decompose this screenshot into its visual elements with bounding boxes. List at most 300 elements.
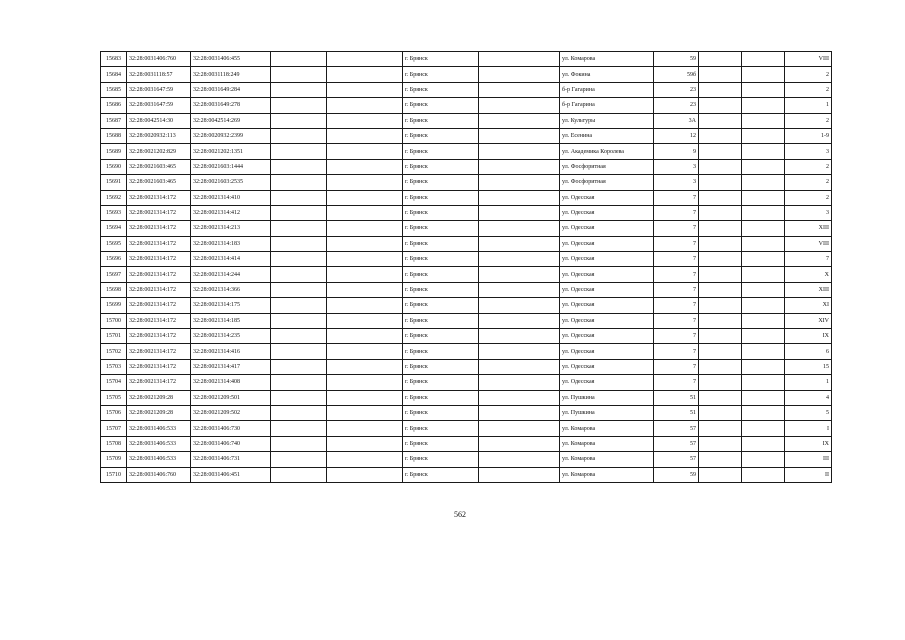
page-number: 562 [454, 510, 466, 519]
empty-cell [479, 298, 560, 313]
city-cell: г. Брянск [403, 452, 479, 467]
empty-cell [271, 375, 327, 390]
empty-cell [742, 390, 785, 405]
premises-cadastral-number-cell: 32:28:0021314:417 [191, 359, 271, 374]
apartment-number-cell: 3 [785, 144, 832, 159]
parcel-cadastral-number-cell: 32:28:0021603:465 [127, 175, 191, 190]
city-cell: г. Брянск [403, 98, 479, 113]
empty-cell [479, 128, 560, 143]
record-number-cell: 15683 [101, 52, 127, 67]
empty-cell [271, 329, 327, 344]
apartment-number-cell: IX [785, 329, 832, 344]
city-cell: г. Брянск [403, 67, 479, 82]
empty-cell [742, 436, 785, 451]
house-number-cell: 7 [654, 252, 699, 267]
parcel-cadastral-number-cell: 32:28:0021314:172 [127, 205, 191, 220]
record-number-cell: 15685 [101, 82, 127, 97]
city-cell: г. Брянск [403, 267, 479, 282]
empty-cell [699, 282, 742, 297]
apartment-number-cell: 15 [785, 359, 832, 374]
record-number-cell: 15697 [101, 267, 127, 282]
apartment-number-cell: XIV [785, 313, 832, 328]
empty-cell [479, 252, 560, 267]
table-row [101, 467, 832, 482]
record-number-cell: 15704 [101, 375, 127, 390]
street-cell: ул. Одесская [560, 267, 654, 282]
empty-cell [271, 205, 327, 220]
empty-cell [271, 390, 327, 405]
premises-cadastral-number-cell: 32:28:0031649:278 [191, 98, 271, 113]
empty-cell [742, 205, 785, 220]
empty-cell [479, 113, 560, 128]
street-cell: б-р Гагарина [560, 98, 654, 113]
street-cell: ул. Одесская [560, 221, 654, 236]
city-cell: г. Брянск [403, 421, 479, 436]
parcel-cadastral-number-cell: 32:28:0021314:172 [127, 344, 191, 359]
empty-cell [271, 313, 327, 328]
city-cell: г. Брянск [403, 329, 479, 344]
empty-cell [699, 344, 742, 359]
record-number-cell: 15695 [101, 236, 127, 251]
apartment-number-cell: 1-9 [785, 128, 832, 143]
house-number-cell: 7 [654, 267, 699, 282]
empty-cell [699, 144, 742, 159]
parcel-cadastral-number-cell: 32:28:0021314:172 [127, 190, 191, 205]
table-row [101, 190, 832, 205]
parcel-cadastral-number-cell: 32:28:0021314:172 [127, 252, 191, 267]
empty-cell [327, 113, 403, 128]
house-number-cell: 7 [654, 298, 699, 313]
table-row [101, 313, 832, 328]
premises-cadastral-number-cell: 32:28:0021209:501 [191, 390, 271, 405]
empty-cell [742, 190, 785, 205]
empty-cell [271, 298, 327, 313]
parcel-cadastral-number-cell: 32:28:0021209:28 [127, 390, 191, 405]
empty-cell [271, 452, 327, 467]
house-number-cell: 12 [654, 128, 699, 143]
premises-cadastral-number-cell: 32:28:0021209:502 [191, 405, 271, 420]
apartment-number-cell: 1 [785, 98, 832, 113]
apartment-number-cell: 4 [785, 390, 832, 405]
parcel-cadastral-number-cell: 32:28:0020932:113 [127, 128, 191, 143]
empty-cell [271, 190, 327, 205]
empty-cell [699, 421, 742, 436]
record-number-cell: 15706 [101, 405, 127, 420]
apartment-number-cell: 5 [785, 405, 832, 420]
empty-cell [327, 236, 403, 251]
property-registry-table [100, 51, 832, 483]
empty-cell [271, 252, 327, 267]
house-number-cell: 7 [654, 282, 699, 297]
house-number-cell: 59 [654, 52, 699, 67]
parcel-cadastral-number-cell: 32:28:0021603:465 [127, 159, 191, 174]
record-number-cell: 15692 [101, 190, 127, 205]
empty-cell [327, 82, 403, 97]
apartment-number-cell: I [785, 421, 832, 436]
premises-cadastral-number-cell: 32:28:0021314:412 [191, 205, 271, 220]
empty-cell [327, 190, 403, 205]
parcel-cadastral-number-cell: 32:28:0021314:172 [127, 375, 191, 390]
empty-cell [327, 67, 403, 82]
house-number-cell: 7 [654, 375, 699, 390]
apartment-number-cell: 2 [785, 113, 832, 128]
street-cell: ул. Фосфоритная [560, 175, 654, 190]
apartment-number-cell: 2 [785, 159, 832, 174]
empty-cell [479, 144, 560, 159]
empty-cell [479, 175, 560, 190]
empty-cell [479, 67, 560, 82]
street-cell: ул. Пушкина [560, 405, 654, 420]
parcel-cadastral-number-cell: 32:28:0042514:30 [127, 113, 191, 128]
premises-cadastral-number-cell: 32:28:0021314:235 [191, 329, 271, 344]
table-row [101, 128, 832, 143]
premises-cadastral-number-cell: 32:28:0021314:213 [191, 221, 271, 236]
apartment-number-cell: 2 [785, 82, 832, 97]
parcel-cadastral-number-cell: 32:28:0021202:829 [127, 144, 191, 159]
table-row [101, 82, 832, 97]
record-number-cell: 15708 [101, 436, 127, 451]
empty-cell [479, 344, 560, 359]
house-number-cell: 23 [654, 98, 699, 113]
parcel-cadastral-number-cell: 32:28:0021314:172 [127, 267, 191, 282]
empty-cell [327, 421, 403, 436]
empty-cell [271, 175, 327, 190]
street-cell: ул. Комарова [560, 436, 654, 451]
apartment-number-cell: X [785, 267, 832, 282]
empty-cell [699, 236, 742, 251]
record-number-cell: 15703 [101, 359, 127, 374]
empty-cell [271, 128, 327, 143]
street-cell: ул. Есенина [560, 128, 654, 143]
premises-cadastral-number-cell: 32:28:0031118:249 [191, 67, 271, 82]
street-cell: б-р Гагарина [560, 82, 654, 97]
record-number-cell: 15700 [101, 313, 127, 328]
empty-cell [327, 329, 403, 344]
parcel-cadastral-number-cell: 32:28:0021314:172 [127, 236, 191, 251]
parcel-cadastral-number-cell: 32:28:0031647:59 [127, 98, 191, 113]
city-cell: г. Брянск [403, 359, 479, 374]
table-row [101, 436, 832, 451]
table-row [101, 175, 832, 190]
city-cell: г. Брянск [403, 436, 479, 451]
table-row [101, 113, 832, 128]
house-number-cell: 51 [654, 405, 699, 420]
house-number-cell: 59 [654, 467, 699, 482]
street-cell: ул. Одесская [560, 359, 654, 374]
empty-cell [327, 282, 403, 297]
street-cell: ул. Академика Королева [560, 144, 654, 159]
city-cell: г. Брянск [403, 113, 479, 128]
city-cell: г. Брянск [403, 144, 479, 159]
table-row [101, 390, 832, 405]
empty-cell [742, 405, 785, 420]
city-cell: г. Брянск [403, 282, 479, 297]
table-row [101, 405, 832, 420]
empty-cell [742, 421, 785, 436]
city-cell: г. Брянск [403, 467, 479, 482]
parcel-cadastral-number-cell: 32:28:0021314:172 [127, 298, 191, 313]
premises-cadastral-number-cell: 32:28:0021314:416 [191, 344, 271, 359]
parcel-cadastral-number-cell: 32:28:0031406:533 [127, 452, 191, 467]
empty-cell [699, 128, 742, 143]
empty-cell [479, 436, 560, 451]
empty-cell [699, 405, 742, 420]
table-row [101, 359, 832, 374]
premises-cadastral-number-cell: 32:28:0031406:455 [191, 52, 271, 67]
empty-cell [327, 52, 403, 67]
record-number-cell: 15702 [101, 344, 127, 359]
city-cell: г. Брянск [403, 252, 479, 267]
parcel-cadastral-number-cell: 32:28:0031647:59 [127, 82, 191, 97]
house-number-cell: 7 [654, 329, 699, 344]
empty-cell [271, 159, 327, 174]
apartment-number-cell: IX [785, 436, 832, 451]
street-cell: ул. Фосфоритная [560, 159, 654, 174]
empty-cell [327, 128, 403, 143]
premises-cadastral-number-cell: 32:28:0031649:284 [191, 82, 271, 97]
empty-cell [742, 98, 785, 113]
empty-cell [699, 329, 742, 344]
premises-cadastral-number-cell: 32:28:0021603:1444 [191, 159, 271, 174]
street-cell: ул. Одесская [560, 282, 654, 297]
empty-cell [699, 82, 742, 97]
house-number-cell: 3 [654, 159, 699, 174]
street-cell: ул. Комарова [560, 421, 654, 436]
empty-cell [742, 313, 785, 328]
house-number-cell: 57 [654, 452, 699, 467]
street-cell: ул. Одесская [560, 313, 654, 328]
city-cell: г. Брянск [403, 298, 479, 313]
empty-cell [699, 313, 742, 328]
empty-cell [742, 67, 785, 82]
empty-cell [479, 52, 560, 67]
record-number-cell: 15693 [101, 205, 127, 220]
apartment-number-cell: XIII [785, 282, 832, 297]
empty-cell [742, 467, 785, 482]
house-number-cell: 59б [654, 67, 699, 82]
empty-cell [327, 467, 403, 482]
record-number-cell: 15687 [101, 113, 127, 128]
empty-cell [699, 175, 742, 190]
premises-cadastral-number-cell: 32:28:0021314:175 [191, 298, 271, 313]
premises-cadastral-number-cell: 32:28:0021202:1351 [191, 144, 271, 159]
empty-cell [327, 252, 403, 267]
empty-cell [479, 421, 560, 436]
premises-cadastral-number-cell: 32:28:0021603:2535 [191, 175, 271, 190]
empty-cell [742, 298, 785, 313]
parcel-cadastral-number-cell: 32:28:0021314:172 [127, 329, 191, 344]
city-cell: г. Брянск [403, 313, 479, 328]
apartment-number-cell: 1 [785, 375, 832, 390]
empty-cell [742, 82, 785, 97]
parcel-cadastral-number-cell: 32:28:0031406:533 [127, 436, 191, 451]
record-number-cell: 15689 [101, 144, 127, 159]
empty-cell [271, 405, 327, 420]
parcel-cadastral-number-cell: 32:28:0021314:172 [127, 282, 191, 297]
empty-cell [479, 390, 560, 405]
empty-cell [742, 329, 785, 344]
empty-cell [742, 128, 785, 143]
street-cell: ул. Культуры [560, 113, 654, 128]
table-row [101, 98, 832, 113]
street-cell: ул. Одесская [560, 236, 654, 251]
empty-cell [327, 144, 403, 159]
street-cell: ул. Одесская [560, 190, 654, 205]
empty-cell [327, 452, 403, 467]
table-row [101, 375, 832, 390]
record-number-cell: 15696 [101, 252, 127, 267]
empty-cell [327, 313, 403, 328]
street-cell: ул. Одесская [560, 375, 654, 390]
record-number-cell: 15690 [101, 159, 127, 174]
record-number-cell: 15710 [101, 467, 127, 482]
parcel-cadastral-number-cell: 32:28:0021209:28 [127, 405, 191, 420]
empty-cell [479, 329, 560, 344]
premises-cadastral-number-cell: 32:28:0021314:408 [191, 375, 271, 390]
parcel-cadastral-number-cell: 32:28:0021314:172 [127, 359, 191, 374]
record-number-cell: 15701 [101, 329, 127, 344]
apartment-number-cell: VIII [785, 52, 832, 67]
apartment-number-cell: 2 [785, 67, 832, 82]
house-number-cell: 7 [654, 221, 699, 236]
empty-cell [742, 159, 785, 174]
house-number-cell: 51 [654, 390, 699, 405]
table-row [101, 298, 832, 313]
table-row [101, 221, 832, 236]
document-page [100, 51, 832, 483]
empty-cell [699, 98, 742, 113]
apartment-number-cell: 2 [785, 190, 832, 205]
house-number-cell: 7 [654, 190, 699, 205]
record-number-cell: 15707 [101, 421, 127, 436]
empty-cell [327, 298, 403, 313]
empty-cell [742, 113, 785, 128]
record-number-cell: 15694 [101, 221, 127, 236]
empty-cell [699, 52, 742, 67]
house-number-cell: 7 [654, 313, 699, 328]
empty-cell [271, 67, 327, 82]
empty-cell [742, 375, 785, 390]
table-row [101, 252, 832, 267]
city-cell: г. Брянск [403, 405, 479, 420]
empty-cell [699, 205, 742, 220]
empty-cell [271, 344, 327, 359]
empty-cell [327, 221, 403, 236]
empty-cell [479, 236, 560, 251]
house-number-cell: 7 [654, 205, 699, 220]
premises-cadastral-number-cell: 32:28:0031406:731 [191, 452, 271, 467]
empty-cell [742, 344, 785, 359]
table-row [101, 67, 832, 82]
table-row [101, 144, 832, 159]
parcel-cadastral-number-cell: 32:28:0031406:760 [127, 52, 191, 67]
house-number-cell: 7 [654, 359, 699, 374]
empty-cell [699, 298, 742, 313]
premises-cadastral-number-cell: 32:28:0031406:740 [191, 436, 271, 451]
city-cell: г. Брянск [403, 52, 479, 67]
table-row [101, 421, 832, 436]
empty-cell [479, 452, 560, 467]
empty-cell [479, 313, 560, 328]
premises-cadastral-number-cell: 32:28:0021314:185 [191, 313, 271, 328]
premises-cadastral-number-cell: 32:28:0042514:269 [191, 113, 271, 128]
empty-cell [327, 205, 403, 220]
apartment-number-cell: III [785, 452, 832, 467]
premises-cadastral-number-cell: 32:28:0021314:244 [191, 267, 271, 282]
city-cell: г. Брянск [403, 205, 479, 220]
empty-cell [742, 144, 785, 159]
empty-cell [327, 436, 403, 451]
empty-cell [742, 359, 785, 374]
parcel-cadastral-number-cell: 32:28:0031406:760 [127, 467, 191, 482]
empty-cell [327, 344, 403, 359]
table-row [101, 282, 832, 297]
empty-cell [271, 421, 327, 436]
empty-cell [699, 221, 742, 236]
city-cell: г. Брянск [403, 344, 479, 359]
city-cell: г. Брянск [403, 221, 479, 236]
street-cell: ул. Одесская [560, 205, 654, 220]
empty-cell [699, 67, 742, 82]
parcel-cadastral-number-cell: 32:28:0031406:533 [127, 421, 191, 436]
record-number-cell: 15688 [101, 128, 127, 143]
parcel-cadastral-number-cell: 32:28:0021314:172 [127, 221, 191, 236]
apartment-number-cell: 6 [785, 344, 832, 359]
empty-cell [271, 52, 327, 67]
street-cell: ул. Комарова [560, 52, 654, 67]
house-number-cell: 3 [654, 175, 699, 190]
premises-cadastral-number-cell: 32:28:0020932:2399 [191, 128, 271, 143]
apartment-number-cell: 2 [785, 175, 832, 190]
empty-cell [327, 375, 403, 390]
empty-cell [327, 405, 403, 420]
empty-cell [742, 452, 785, 467]
empty-cell [699, 359, 742, 374]
street-cell: ул. Одесская [560, 329, 654, 344]
apartment-number-cell: 3 [785, 205, 832, 220]
table-row [101, 267, 832, 282]
table-row [101, 452, 832, 467]
empty-cell [271, 436, 327, 451]
house-number-cell: 7 [654, 236, 699, 251]
house-number-cell: 7 [654, 344, 699, 359]
house-number-cell: 9 [654, 144, 699, 159]
record-number-cell: 15691 [101, 175, 127, 190]
empty-cell [742, 52, 785, 67]
apartment-number-cell: 7 [785, 252, 832, 267]
street-cell: ул. Одесская [560, 344, 654, 359]
empty-cell [479, 82, 560, 97]
empty-cell [699, 252, 742, 267]
empty-cell [742, 221, 785, 236]
house-number-cell: 57 [654, 436, 699, 451]
city-cell: г. Брянск [403, 236, 479, 251]
apartment-number-cell: VIII [785, 236, 832, 251]
city-cell: г. Брянск [403, 159, 479, 174]
apartment-number-cell: XI [785, 298, 832, 313]
empty-cell [479, 467, 560, 482]
empty-cell [699, 436, 742, 451]
empty-cell [479, 98, 560, 113]
empty-cell [271, 98, 327, 113]
empty-cell [271, 113, 327, 128]
empty-cell [699, 113, 742, 128]
empty-cell [327, 175, 403, 190]
empty-cell [479, 282, 560, 297]
table-row [101, 205, 832, 220]
empty-cell [742, 236, 785, 251]
table-row [101, 344, 832, 359]
